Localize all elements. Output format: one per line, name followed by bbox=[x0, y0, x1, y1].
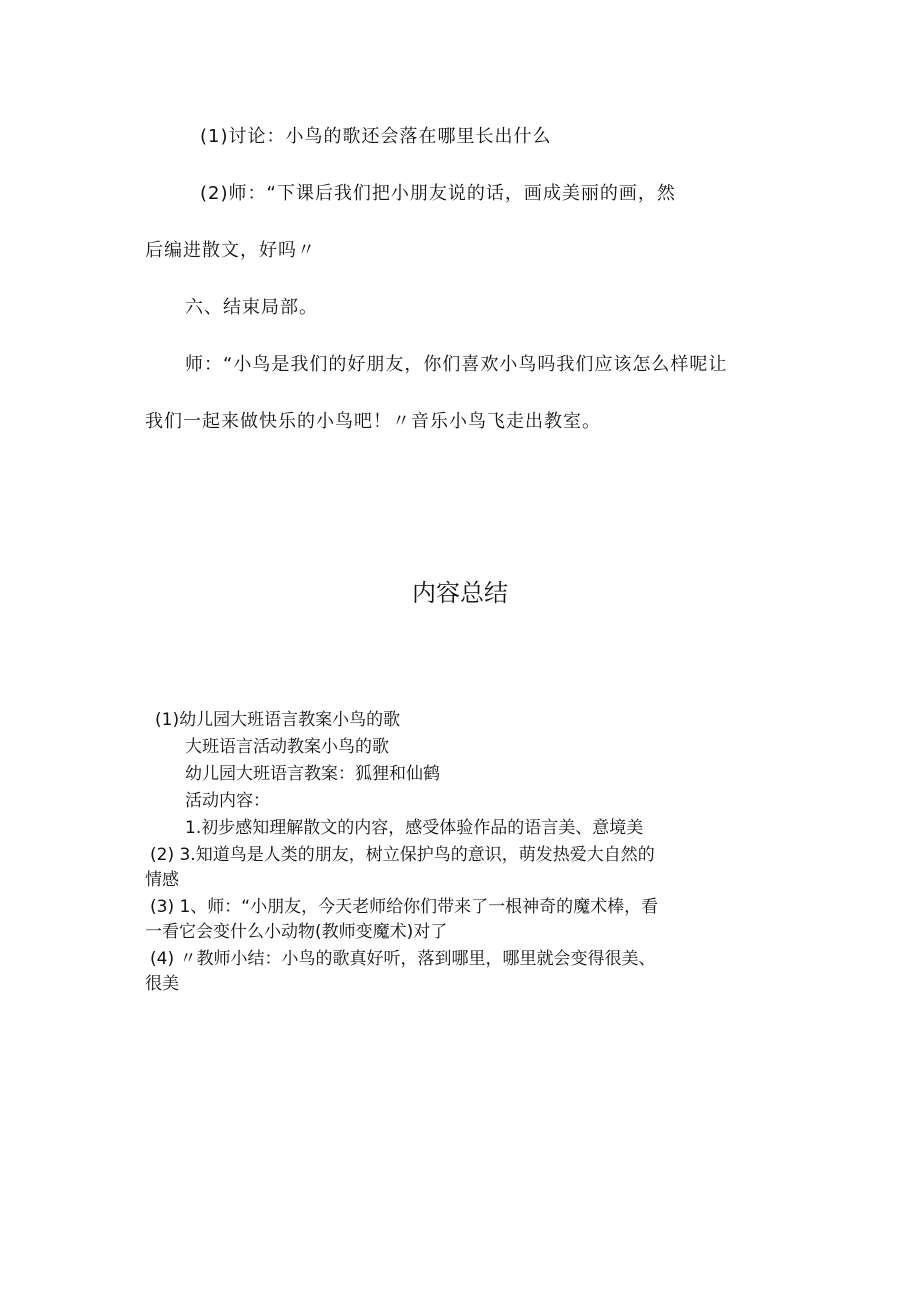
paragraph-line: (2)师：“下课后我们把小朋友说的话，画成美丽的画，然 bbox=[200, 183, 676, 204]
section-heading: 六、结束局部。 bbox=[185, 297, 318, 318]
paragraph-line: (1)讨论：小鸟的歌还会落在哪里长出什么 bbox=[200, 126, 552, 147]
summary-line: (3) 1、师：“小朋友，今天老师给你们带来了一根神奇的魔术棒，看 bbox=[150, 897, 659, 917]
summary-line: (1)幼儿园大班语言教案小鸟的歌 bbox=[155, 710, 401, 730]
summary-line: (4) 〃教师小结：小鸟的歌真好听，落到哪里，哪里就会变得很美、 bbox=[150, 949, 656, 969]
paragraph-line: 我们一起来做快乐的小鸟吧！〃音乐小鸟飞走出教室。 bbox=[145, 411, 601, 432]
summary-line: (2) 3.知道鸟是人类的朋友，树立保护鸟的意识，萌发热爱大自然的 bbox=[150, 845, 655, 865]
summary-title: 内容总结 bbox=[412, 579, 508, 607]
summary-line: 情感 bbox=[145, 870, 179, 890]
paragraph-line: 后编进散文，好吗〃 bbox=[145, 240, 316, 261]
summary-line: 活动内容： bbox=[185, 791, 270, 811]
paragraph-line: 师：“小鸟是我们的好朋友，你们喜欢小鸟吗我们应该怎么样呢让 bbox=[185, 354, 728, 375]
summary-line: 很美 bbox=[145, 974, 179, 994]
summary-line: 大班语言活动教案小鸟的歌 bbox=[185, 737, 389, 757]
summary-line: 一看它会变什么小动物(教师变魔术)对了 bbox=[145, 922, 448, 942]
summary-line: 幼儿园大班语言教案：狐狸和仙鹤 bbox=[185, 764, 440, 784]
summary-line: 1.初步感知理解散文的内容，感受体验作品的语言美、意境美 bbox=[185, 818, 644, 838]
